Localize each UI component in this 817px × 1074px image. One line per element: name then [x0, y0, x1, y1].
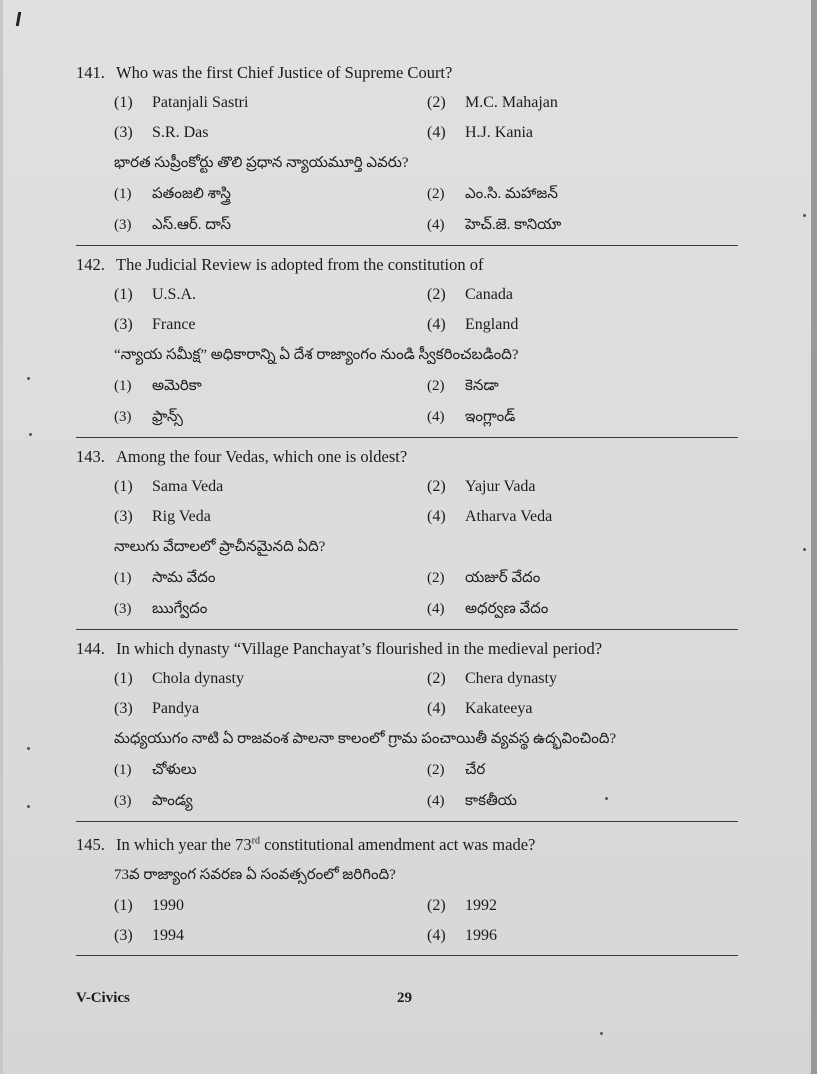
scan-speck	[29, 433, 32, 436]
question-text-en: Who was the first Chief Justice of Supreme Court?	[116, 63, 453, 82]
options-row	[76, 502, 738, 532]
question-text-en: In which year the 73rd constitutional amendment act was made?	[116, 834, 536, 854]
question-text-te: భారత సుప్రీంకోర్టు తొలి ప్రధాన న్యాయమూర్తి ఎవరు?	[114, 155, 409, 171]
option-1-te: (1) సామ వేదం	[114, 570, 216, 586]
option-1-te: (1) చోళులు	[114, 762, 197, 778]
option-2-te: (2) ఎం.సి. మహాజన్	[427, 186, 558, 202]
question-stem-en	[76, 442, 738, 472]
option-1-en: (1) Sama Veda	[114, 478, 224, 495]
option-2-en: (2) Yajur Vada	[427, 478, 536, 495]
options-row-te	[76, 402, 738, 433]
question-list	[76, 58, 738, 960]
question-number: 145.	[76, 834, 105, 854]
option-1-en: (1) Chola dynasty	[114, 670, 244, 687]
question-divider	[76, 955, 738, 956]
options-row	[76, 664, 738, 694]
option-3-te: (3) పాండ్య	[114, 793, 193, 809]
question-stem-en	[76, 826, 738, 860]
question-divider	[76, 245, 738, 246]
option-4-en: (4) Atharva Veda	[427, 508, 553, 525]
option-2-te: (2) యజుర్ వేదం	[427, 570, 541, 586]
options-row	[76, 891, 738, 921]
option-2-te: (2) కెనడా	[427, 378, 499, 394]
options-row-te	[76, 210, 738, 241]
option-1-en: (1) U.S.A.	[114, 286, 197, 303]
question-text-te: “న్యాయ సమీక్ష” అధికారాన్ని ఏ దేశ రాజ్యాంగం నుండి స్వీకరించబడింది?	[114, 347, 519, 363]
scan-speck	[27, 805, 30, 808]
option-4-te: (4) ఇంగ్లాండ్	[427, 409, 516, 425]
options-row	[76, 118, 738, 148]
options-row	[76, 310, 738, 340]
question-number: 142.	[76, 255, 105, 274]
option-2-en: (2) Chera dynasty	[427, 670, 557, 687]
scan-speck	[27, 747, 30, 750]
page-right-edge	[811, 0, 817, 1074]
question-text-te: మధ్యయుగం నాటి ఏ రాజవంశ పాలనా కాలంలో గ్రామ పంచాయితీ వ్యవస్థ ఉద్భవించింది?	[114, 731, 617, 747]
scan-speck	[27, 377, 30, 380]
scan-speck	[803, 548, 806, 551]
page-left-edge	[0, 0, 3, 1074]
question-divider	[76, 629, 738, 630]
options-row-te	[76, 755, 738, 786]
question-text-en: In which dynasty “Village Panchayat’s flourished in the medieval period?	[116, 639, 603, 658]
question-number: 143.	[76, 447, 105, 466]
question-divider	[76, 437, 738, 438]
question-text-en: Among the four Vedas, which one is oldest?	[116, 447, 408, 466]
footer-subject: V-Civics	[76, 990, 130, 1006]
options-row-te	[76, 786, 738, 817]
option-2: (2) 1992	[427, 896, 497, 914]
question-143	[76, 442, 738, 630]
option-3-te: (3) ఫ్రాన్స్	[114, 409, 183, 425]
option-3-te: (3) ఋగ్వేదం	[114, 601, 208, 617]
option-4-en: (4) H.J. Kania	[427, 124, 533, 141]
option-3: (3) 1994	[114, 926, 184, 944]
option-4-en: (4) Kakateeya	[427, 700, 533, 717]
page-number: 29	[397, 990, 412, 1006]
options-row	[76, 921, 738, 951]
scan-speck	[803, 214, 806, 217]
question-141	[76, 58, 738, 246]
option-1-te: (1) పతంజలి శాస్త్రి	[114, 186, 231, 202]
option-3-te: (3) ఎస్.ఆర్. దాస్	[114, 217, 231, 233]
options-row	[76, 694, 738, 724]
option-4-te: (4) హెచ్.జె. కానియా	[427, 217, 562, 233]
option-4: (4) 1996	[427, 926, 497, 944]
option-2-en: (2) Canada	[427, 286, 513, 303]
option-3-en: (3) France	[114, 316, 196, 333]
options-row	[76, 472, 738, 502]
question-text-en: The Judicial Review is adopted from the constitution of	[116, 255, 484, 274]
option-3-en: (3) Pandya	[114, 700, 200, 717]
option-4-te: (4) కాకతీయ	[427, 793, 517, 809]
scan-mark	[16, 12, 21, 26]
options-row-te	[76, 371, 738, 402]
option-3-en: (3) S.R. Das	[114, 124, 209, 141]
options-row-te	[76, 594, 738, 625]
question-text-te: 73వ రాజ్యాంగ సవరణ ఏ సంవత్సరంలో జరిగింది?	[114, 866, 396, 883]
question-stem-en	[76, 634, 738, 664]
scan-speck	[600, 1032, 603, 1035]
question-stem-en	[76, 58, 738, 88]
question-142	[76, 250, 738, 438]
option-4-te: (4) అధర్వణ వేదం	[427, 601, 549, 617]
question-stem-en	[76, 250, 738, 280]
question-145	[76, 826, 738, 956]
question-divider	[76, 821, 738, 822]
option-1-en: (1) Patanjali Sastri	[114, 94, 249, 111]
option-2-en: (2) M.C. Mahajan	[427, 94, 558, 111]
option-2-te: (2) చేర	[427, 762, 486, 778]
question-text-te: నాలుగు వేదాలలో ప్రాచీనమైనది ఏది?	[114, 539, 326, 555]
options-row	[76, 88, 738, 118]
option-3-en: (3) Rig Veda	[114, 508, 211, 525]
options-row	[76, 280, 738, 310]
question-number: 141.	[76, 63, 105, 82]
options-row-te	[76, 563, 738, 594]
option-1: (1) 1990	[114, 896, 184, 914]
question-144	[76, 634, 738, 822]
question-number: 144.	[76, 639, 105, 658]
option-4-en: (4) England	[427, 316, 519, 333]
option-1-te: (1) అమెరికా	[114, 378, 202, 394]
options-row-te	[76, 179, 738, 210]
